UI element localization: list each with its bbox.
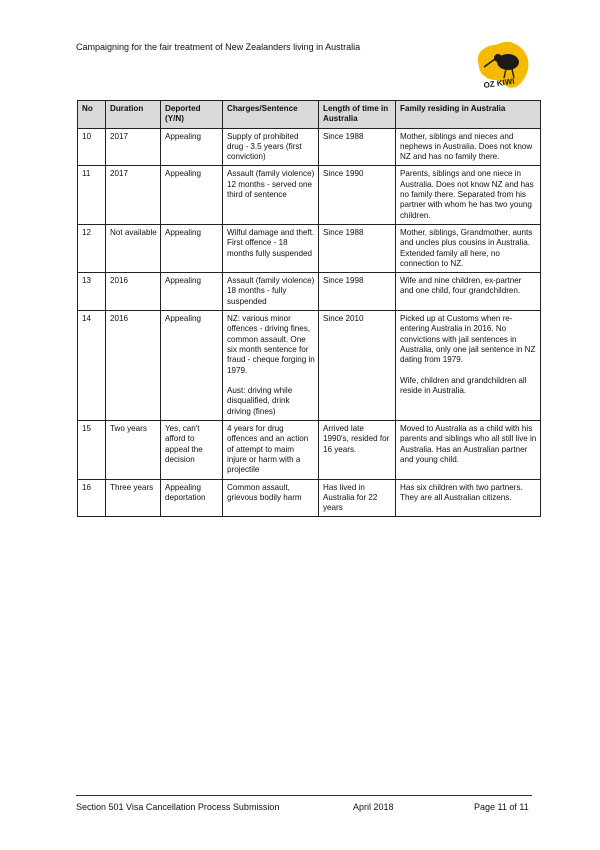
cell-no: 13 xyxy=(78,273,106,311)
cell-deported: Appealing xyxy=(161,273,223,311)
cell-family: Picked up at Customs when re-entering Australia in 2016. No convictions with jail sentences in Australia, only one jail sentence in NZ dating from 1979. Wife, children and grandchildren all reside in Australia. xyxy=(396,311,541,421)
header-charges: Charges/Sentence xyxy=(223,101,319,129)
cell-family: Wife and nine children, ex-partner and one child, four grandchildren. xyxy=(396,273,541,311)
table-row xyxy=(78,128,541,166)
cell-no: 14 xyxy=(78,311,106,421)
footer-date: April 2018 xyxy=(353,802,394,812)
cell-length: Since 1990 xyxy=(319,166,396,224)
cell-deported: Appealing xyxy=(161,128,223,166)
cell-length: Has lived in Australia for 22 years xyxy=(319,479,396,517)
cell-charges: Wilful damage and theft. First offence - 18 months fully suspended xyxy=(223,224,319,272)
cell-length: Since 1988 xyxy=(319,128,396,166)
cell-duration: 2017 xyxy=(106,128,161,166)
cell-family: Mother, siblings and nieces and nephews in Australia. Does not know NZ and has no family there. xyxy=(396,128,541,166)
cell-no: 16 xyxy=(78,479,106,517)
cell-duration: 2016 xyxy=(106,273,161,311)
cell-deported: Appealing xyxy=(161,224,223,272)
cell-no: 11 xyxy=(78,166,106,224)
table-row xyxy=(78,273,541,311)
table-row xyxy=(78,166,541,224)
cell-length: Since 2010 xyxy=(319,311,396,421)
cell-no: 15 xyxy=(78,421,106,479)
cell-length: Since 1998 xyxy=(319,273,396,311)
cell-family: Mother, siblings, Grandmother, aunts and uncles plus cousins in Australia. Extended family all here, no connection to NZ. xyxy=(396,224,541,272)
footer-page-number: Page 11 of 11 xyxy=(474,802,529,812)
deportation-cases-table xyxy=(77,100,541,517)
cell-deported: Appealing xyxy=(161,166,223,224)
header-deported: Deported (Y/N) xyxy=(161,101,223,129)
table-header-row xyxy=(78,101,541,129)
cell-deported: Appealing deportation xyxy=(161,479,223,517)
cell-length: Since 1988 xyxy=(319,224,396,272)
cell-duration: 2016 xyxy=(106,311,161,421)
cell-duration: Two years xyxy=(106,421,161,479)
cell-charges: Supply of prohibited drug - 3.5 years (first conviction) xyxy=(223,128,319,166)
table-row xyxy=(78,421,541,479)
header-family: Family residing in Australia xyxy=(396,101,541,129)
header-duration: Duration xyxy=(106,101,161,129)
footer-document-title: Section 501 Visa Cancellation Process Submission xyxy=(76,802,280,812)
cell-no: 10 xyxy=(78,128,106,166)
table-row xyxy=(78,311,541,421)
cell-deported: Appealing xyxy=(161,311,223,421)
table-row xyxy=(78,224,541,272)
cell-charges: 4 years for drug offences and an action of attempt to maim injure or harm with a projectile xyxy=(223,421,319,479)
cell-charges: Assault (family violence) 12 months - served one third of sentence xyxy=(223,166,319,224)
cell-no: 12 xyxy=(78,224,106,272)
cell-family: Has six children with two partners. They are all Australian citizens. xyxy=(396,479,541,517)
cell-deported: Yes, can't afford to appeal the decision xyxy=(161,421,223,479)
svg-text:OZ KIWI: OZ KIWI xyxy=(483,76,516,90)
cell-duration: 2017 xyxy=(106,166,161,224)
kiwi-bird-logo-icon xyxy=(470,40,532,92)
page-header-title: Campaigning for the fair treatment of New Zealanders living in Australia xyxy=(76,42,361,52)
header-length: Length of time in Australia xyxy=(319,101,396,129)
header-no: No xyxy=(78,101,106,129)
cell-charges: Assault (family violence) 18 months - fully suspended xyxy=(223,273,319,311)
footer-divider xyxy=(76,795,532,796)
cell-charges: NZ: various minor offences - driving fines, common assault. One six month sentence for fraud - cheque forging in 1979. Aust: driving while disqualified, drink driving (fines) xyxy=(223,311,319,421)
cell-family: Parents, siblings and one niece in Australia. Does not know NZ and has no family there. Separated from his partner with whom he has two young children. xyxy=(396,166,541,224)
cell-family: Moved to Australia as a child with his parents and siblings who all still live in Australia. Has an Australian partner and young child. xyxy=(396,421,541,479)
cell-duration: Three years xyxy=(106,479,161,517)
cell-duration: Not available xyxy=(106,224,161,272)
table-row xyxy=(78,479,541,517)
cell-charges: Common assault, grievous bodily harm xyxy=(223,479,319,517)
cell-length: Arrived late 1990's, resided for 16 years. xyxy=(319,421,396,479)
